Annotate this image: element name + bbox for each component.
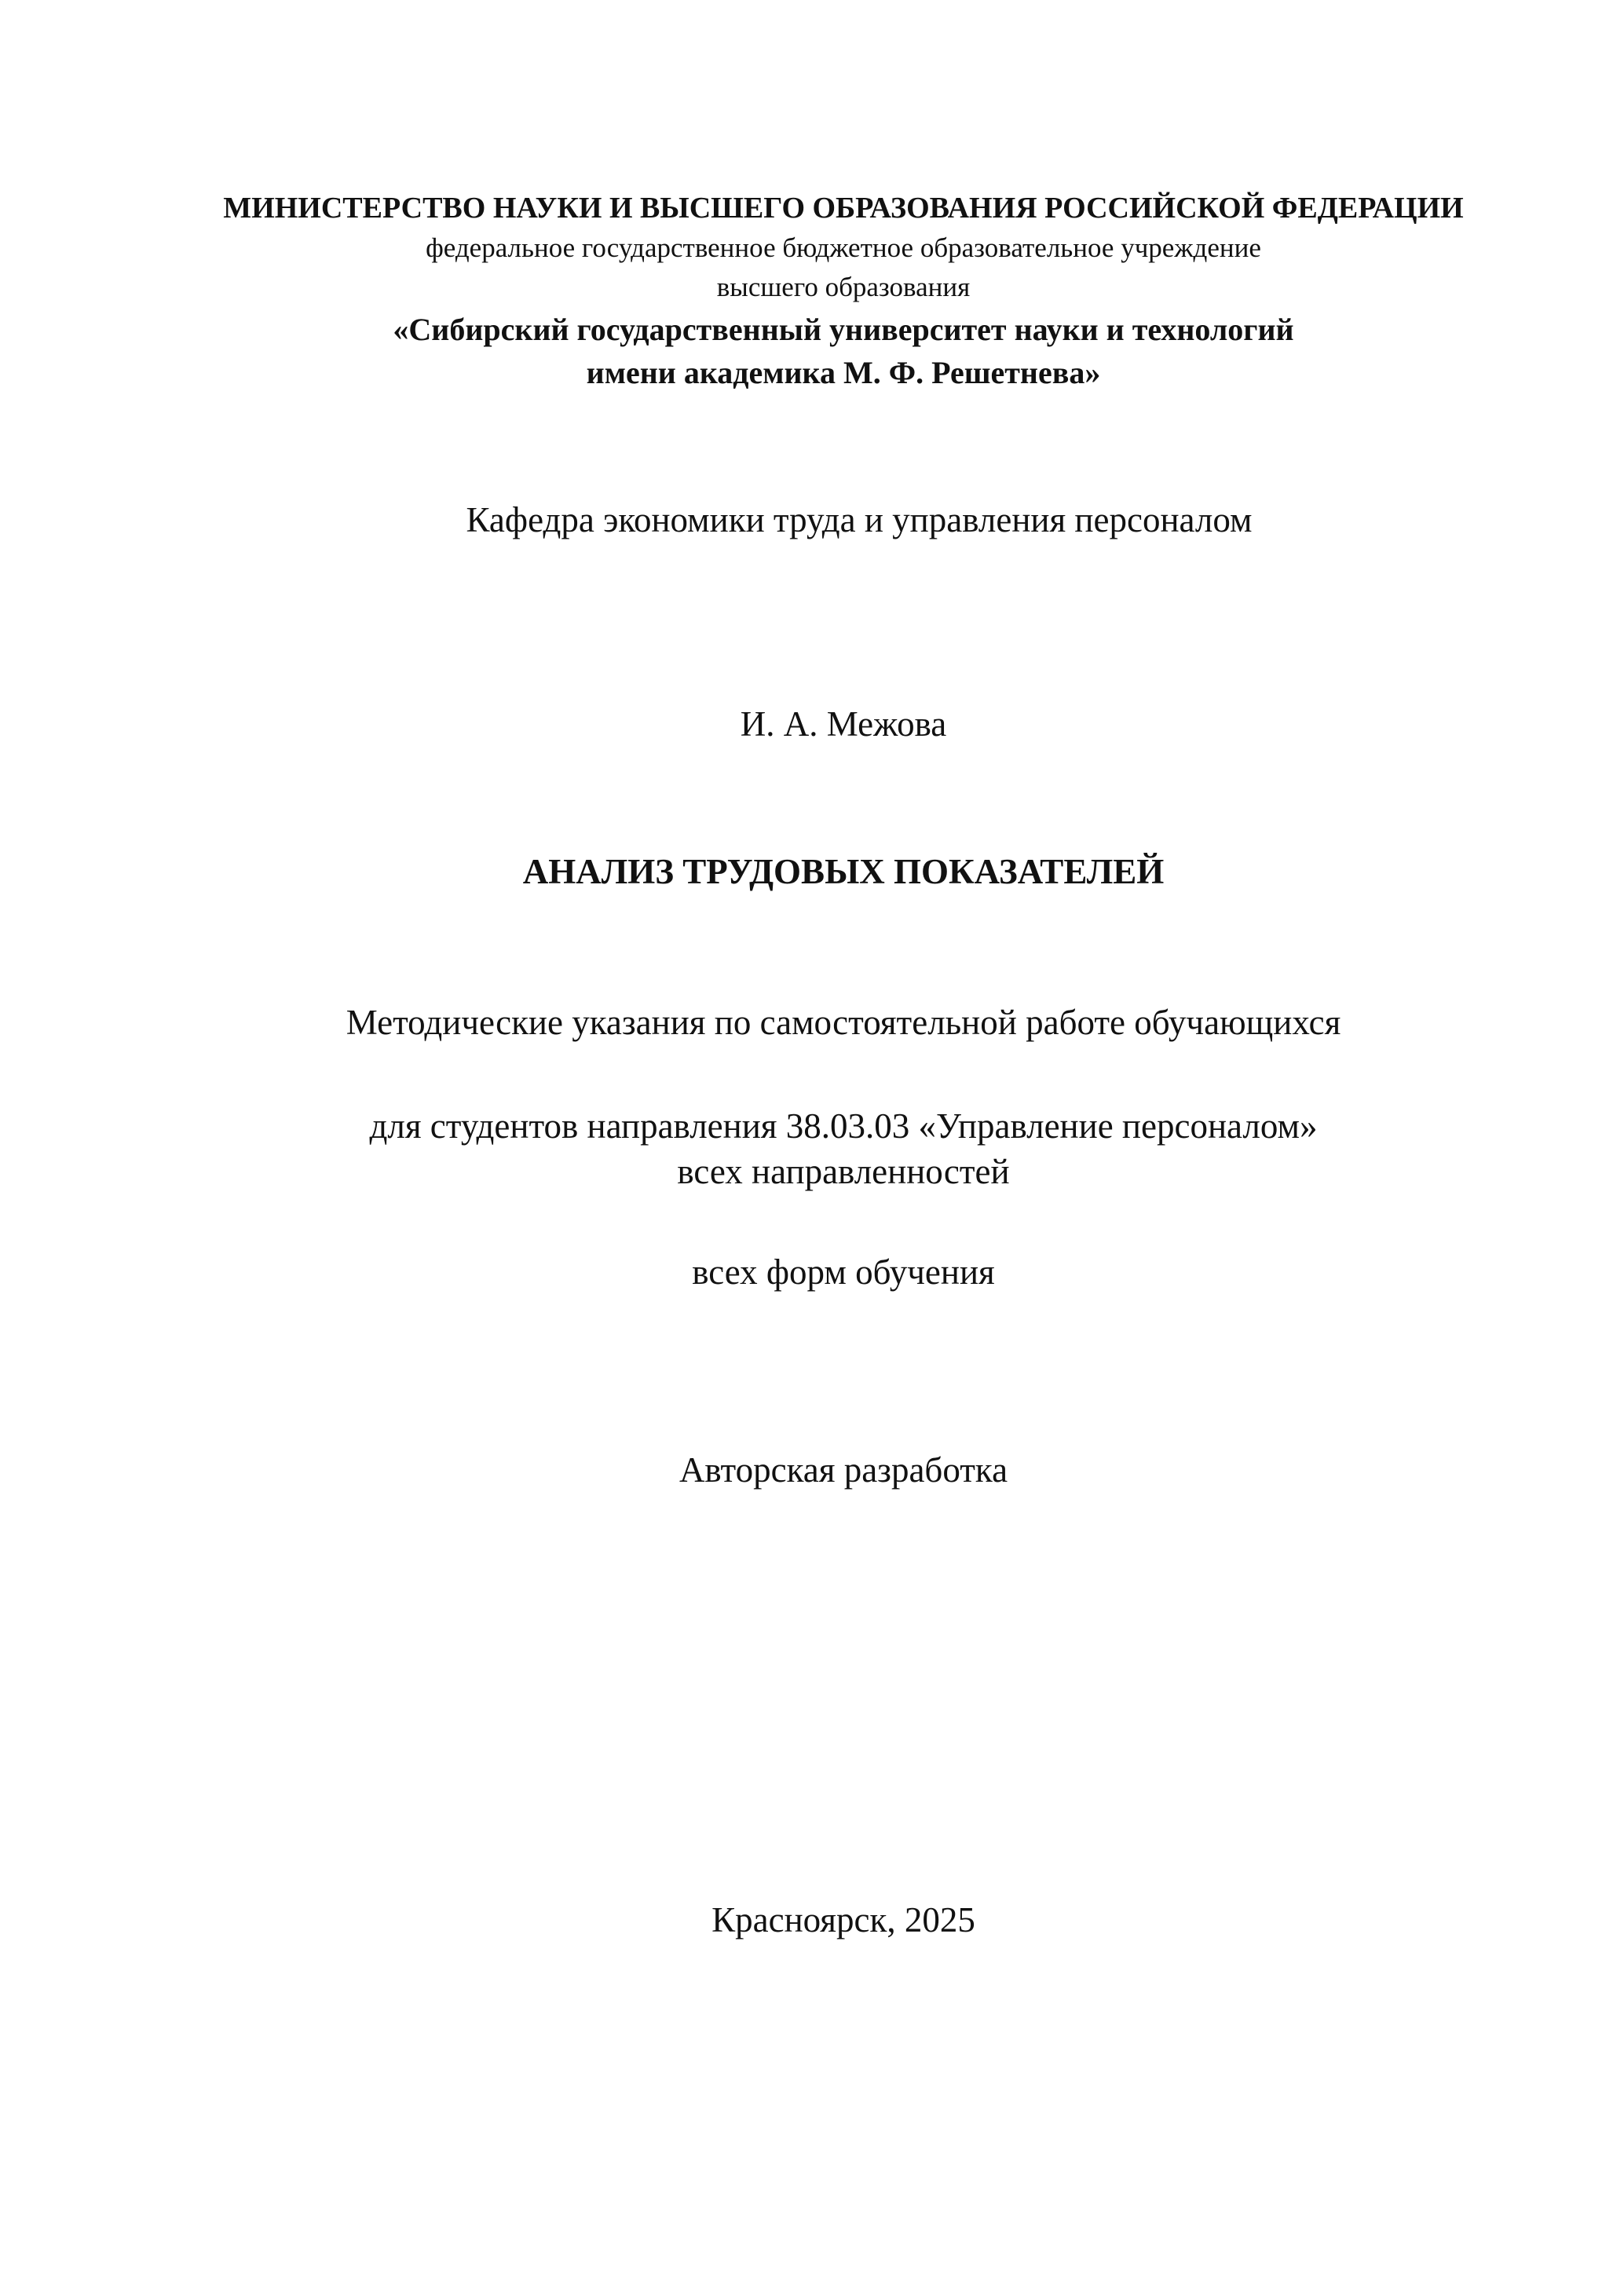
study-forms: всех форм обучения bbox=[692, 1252, 995, 1292]
author-name: И. А. Межова bbox=[740, 704, 947, 744]
document-subtitle: Методические указания по самостоятельной работе обучающихся bbox=[346, 1003, 1341, 1042]
document-title: АНАЛИЗ ТРУДОВЫХ ПОКАЗАТЕЛЕЙ bbox=[522, 852, 1165, 891]
department-name: Кафедра экономики труда и управления персоналом bbox=[466, 500, 1253, 539]
development-note: Авторская разработка bbox=[678, 1450, 1008, 1490]
audience-line2: всех направленностей bbox=[677, 1152, 1010, 1191]
institution-type: федеральное государственное бюджетное образовательное учреждение bbox=[426, 232, 1261, 263]
ministry-heading: МИНИСТЕРСТВО НАУКИ И ВЫСШЕГО ОБРАЗОВАНИЯ РОССИЙСКОЙ ФЕДЕРАЦИИ bbox=[223, 192, 1464, 225]
institution-level: высшего образования bbox=[716, 272, 971, 302]
audience-line1: для студентов направления 38.03.03 «Управление персоналом» bbox=[369, 1106, 1318, 1146]
city-year: Красноярск, 2025 bbox=[711, 1900, 975, 1940]
university-name-line2: имени академика М. Ф. Решетнева» bbox=[586, 355, 1101, 390]
university-name-line1: «Сибирский государственный университет науки и технологий bbox=[393, 312, 1294, 347]
